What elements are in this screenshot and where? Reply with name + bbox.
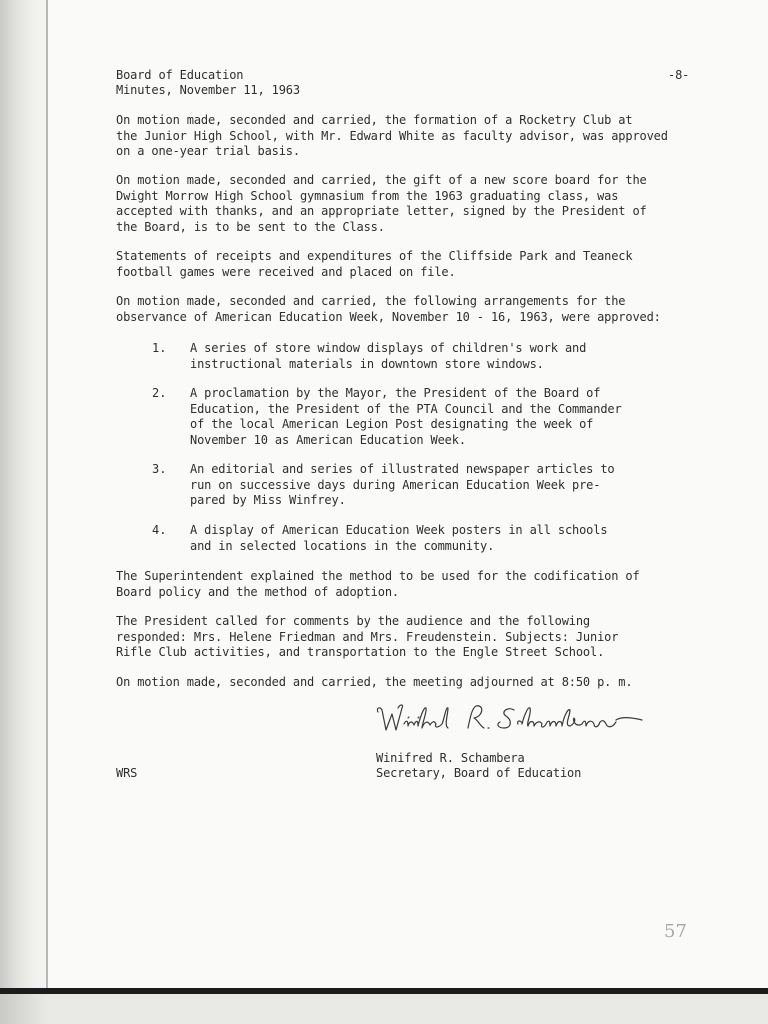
signatory-title: Secretary, Board of Education [376,766,582,780]
paragraph-rocketry-club: On motion made, seconded and carried, the formation of a Rocketry Club at the Junior High School, with Mr. Edward White as faculty advisor, was approved on a one-year trial basis. [116,113,668,158]
paragraph-football-statements: Statements of receipts and expenditures of the Cliffside Park and Teaneck football games were received and placed on file. [116,249,633,279]
header-date: Minutes, November 11, 1963 [116,83,300,97]
paragraph-education-week: On motion made, seconded and carried, the following arrangements for the observance of American Education Week, November 10 - 16, 1963, were approved: [116,294,661,324]
list-item-number: 1. [152,341,167,355]
next-page-strip [0,994,768,1024]
paragraph-superintendent: The Superintendent explained the method to be used for the codification of Board policy and the method of adoption. [116,569,640,599]
list-item-number: 2. [152,386,167,400]
paragraph-adjournment: On motion made, seconded and carried, the meeting adjourned at 8:50 p. m. [116,675,633,689]
book-binding-shadow [0,0,48,1024]
page-number: -8- [668,68,690,82]
list-item-text: A series of store window displays of children's work and instructional materials in downtown store windows. [190,341,587,371]
paragraph-audience-comments: The President called for comments by the audience and the following responded: Mrs. Helene Friedman and Mrs. Freudenstein. Subjects: Junior Rifle Club activities, and transportation to the Engle Street School. [116,614,619,659]
list-item-text: A proclamation by the Mayor, the President of the Board of Education, the President of the PTA Council and the Commander of the local American Legion Post designating the week of November 10 as American Education Week. [190,386,622,447]
page-edge-line [46,0,48,1000]
signatory-name: Winifred R. Schambera [376,751,525,765]
header-organization: Board of Education [116,68,244,82]
list-item-number: 4. [152,523,167,537]
author-initials: WRS [116,766,138,780]
page-stamp-number: 57 [664,921,687,942]
list-item-text: A display of American Education Week posters in all schools and in selected locations in the community. [190,523,608,553]
list-item-number: 3. [152,462,167,476]
list-item-text: An editorial and series of illustrated newspaper articles to run on successive days during American Education Week pre- pared by Miss Winfrey. [190,462,615,507]
handwritten-signature [372,698,652,742]
paragraph-score-board: On motion made, seconded and carried, the gift of a new score board for the Dwight Morrow High School gymnasium from the 1963 graduating class, was accepted with thanks, and an appropriate letter, signed by the President of the Board, is to be sent to the Class. [116,173,647,234]
